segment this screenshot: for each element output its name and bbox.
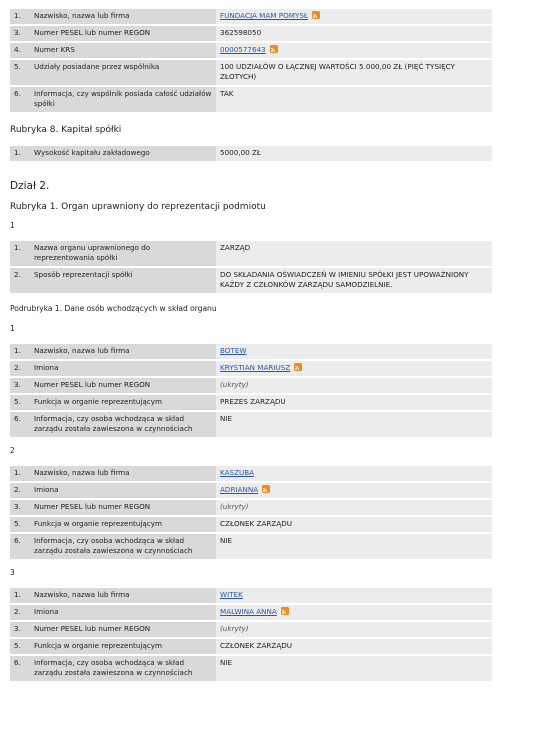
value-link[interactable]: KASZUBA <box>220 468 255 477</box>
rubryka-8-title: Rubryka 8. Kapitał spółki <box>10 125 122 135</box>
organ-table <box>10 239 492 295</box>
table-row <box>10 395 492 410</box>
table-row <box>10 412 492 437</box>
value-link[interactable]: KRYSTIAN MARIUSZ <box>220 363 291 372</box>
person-table <box>10 586 492 683</box>
row-number: 1. <box>10 9 30 24</box>
row-value: DO SKŁADANIA OŚWIADCZEŃ W IMIENIU SPÓŁKI JEST UPOWAŻNIONY KAŻDY Z CZŁONKÓW ZARZĄDU SAMODZIELNIE. <box>220 270 469 289</box>
row-value-cell <box>216 43 492 58</box>
person-table <box>10 342 492 439</box>
rss-icon[interactable] <box>281 607 289 615</box>
row-label: Sposób reprezentacji spółki <box>30 268 216 293</box>
row-number: 1. <box>10 241 30 266</box>
table-row <box>10 43 492 58</box>
row-label: Funkcja w organie reprezentującym <box>30 639 216 654</box>
table-row <box>10 26 492 41</box>
value-link[interactable]: MALWINA ANNA <box>220 607 277 616</box>
row-value-cell <box>216 241 492 266</box>
row-value-cell <box>216 361 492 376</box>
row-label: Informacja, czy osoba wchodząca w skład zarządu została zawieszona w czynnościach <box>30 656 216 681</box>
row-label: Imiona <box>30 605 216 620</box>
table-row <box>10 268 492 293</box>
row-value: NIE <box>220 414 233 423</box>
row-number: 2. <box>10 483 30 498</box>
podrubryka-title: Podrubryka 1. Dane osób wchodzących w skład organu <box>10 304 217 313</box>
row-value: ZARZĄD <box>220 243 251 252</box>
value-link[interactable]: BOTEW <box>220 346 247 355</box>
row-label: Nazwisko, nazwa lub firma <box>30 588 216 603</box>
row-value-cell <box>216 268 492 293</box>
rubryka-1-title: Rubryka 1. Organ uprawniony do reprezentacji podmiotu <box>10 202 266 212</box>
row-number: 1. <box>10 466 30 481</box>
row-number: 3. <box>10 622 30 637</box>
table-row <box>10 378 492 393</box>
row-value: CZŁONEK ZARZĄDU <box>220 519 293 528</box>
value-link[interactable]: FUNDACJA MAM POMYSŁ <box>220 11 308 20</box>
table-row <box>10 656 492 681</box>
row-value-cell <box>216 622 492 637</box>
row-label: Imiona <box>30 361 216 376</box>
row-value: (ukryty) <box>220 380 249 389</box>
row-value-cell <box>216 344 492 359</box>
row-number: 1. <box>10 344 30 359</box>
organ-index: 1 <box>10 221 15 230</box>
rss-icon[interactable] <box>294 363 302 371</box>
row-number: 3. <box>10 500 30 515</box>
table-row <box>10 9 492 24</box>
row-number: 5. <box>10 517 30 532</box>
row-label: Numer PESEL lub numer REGON <box>30 26 216 41</box>
row-value-cell <box>216 412 492 437</box>
table-row <box>10 605 492 620</box>
row-label: Nazwisko, nazwa lub firma <box>30 466 216 481</box>
row-label: Funkcja w organie reprezentującym <box>30 395 216 410</box>
row-label: Informacja, czy wspólnik posiada całość udziałów spółki <box>30 87 216 112</box>
row-value: TAK <box>220 89 234 98</box>
row-value-cell <box>216 588 492 603</box>
row-number: 2. <box>10 361 30 376</box>
rss-icon[interactable] <box>270 45 278 53</box>
rss-icon[interactable] <box>262 485 270 493</box>
row-number: 6. <box>10 656 30 681</box>
row-label: Numer PESEL lub numer REGON <box>30 500 216 515</box>
row-label: Numer PESEL lub numer REGON <box>30 622 216 637</box>
row-label: Udziały posiadane przez wspólnika <box>30 60 216 85</box>
person-table <box>10 464 492 561</box>
row-value: PREZES ZARZĄDU <box>220 397 286 406</box>
row-number: 3. <box>10 378 30 393</box>
row-number: 5. <box>10 639 30 654</box>
row-value: NIE <box>220 658 233 667</box>
value-link[interactable]: ADRIANNA <box>220 485 259 494</box>
document <box>0 7 550 683</box>
table-row <box>10 241 492 266</box>
row-label: Funkcja w organie reprezentującym <box>30 517 216 532</box>
table-row <box>10 146 492 161</box>
row-value-cell <box>216 656 492 681</box>
table-row <box>10 588 492 603</box>
table-row <box>10 500 492 515</box>
person-index: 2 <box>10 446 15 455</box>
row-value-cell <box>216 500 492 515</box>
row-number: 3. <box>10 26 30 41</box>
row-value-cell <box>216 26 492 41</box>
table-row <box>10 639 492 654</box>
person-index: 1 <box>10 324 15 333</box>
row-value: CZŁONEK ZARZĄDU <box>220 641 293 650</box>
row-value-cell <box>216 466 492 481</box>
row-value: NIE <box>220 536 233 545</box>
row-value-cell <box>216 483 492 498</box>
row-value-cell <box>216 87 492 112</box>
row-value-cell <box>216 534 492 559</box>
row-value-cell <box>216 378 492 393</box>
table-row <box>10 534 492 559</box>
rss-icon[interactable] <box>312 11 320 19</box>
row-value-cell <box>216 60 492 85</box>
row-number: 6. <box>10 87 30 112</box>
table-row <box>10 517 492 532</box>
row-label: Imiona <box>30 483 216 498</box>
row-value-cell <box>216 517 492 532</box>
row-value-cell <box>216 605 492 620</box>
row-number: 6. <box>10 412 30 437</box>
row-label: Nazwisko, nazwa lub firma <box>30 9 216 24</box>
row-value: (ukryty) <box>220 624 249 633</box>
row-value: 100 UDZIAŁÓW O ŁĄCZNEJ WARTOŚCI 5.000,00 ZŁ (PIĘĆ TYSIĘCY ZŁOTYCH) <box>220 62 455 81</box>
table-row <box>10 344 492 359</box>
row-number: 2. <box>10 268 30 293</box>
shareholder-table <box>10 7 492 114</box>
row-value-cell <box>216 146 492 161</box>
table-row <box>10 483 492 498</box>
row-label: Numer PESEL lub numer REGON <box>30 378 216 393</box>
row-value-cell <box>216 9 492 24</box>
row-number: 2. <box>10 605 30 620</box>
table-row <box>10 466 492 481</box>
row-value: 362598050 <box>220 28 262 37</box>
dzial-2-title: Dział 2. <box>10 180 50 192</box>
row-value-cell <box>216 395 492 410</box>
person-index: 3 <box>10 568 15 577</box>
row-label: Nazwa organu uprawnionego do reprezentowania spółki <box>30 241 216 266</box>
table-row <box>10 60 492 85</box>
row-number: 5. <box>10 60 30 85</box>
row-value: 5000,00 ZŁ <box>220 148 261 157</box>
capital-table <box>10 144 492 163</box>
row-label: Informacja, czy osoba wchodząca w skład zarządu została zawieszona w czynnościach <box>30 534 216 559</box>
row-number: 6. <box>10 534 30 559</box>
row-label: Wysokość kapitału zakładowego <box>30 146 216 161</box>
value-link[interactable]: 0000577643 <box>220 45 266 54</box>
row-value-cell <box>216 639 492 654</box>
row-label: Nazwisko, nazwa lub firma <box>30 344 216 359</box>
row-number: 4. <box>10 43 30 58</box>
row-number: 5. <box>10 395 30 410</box>
row-label: Numer KRS <box>30 43 216 58</box>
row-number: 1. <box>10 146 30 161</box>
table-row <box>10 622 492 637</box>
table-row <box>10 87 492 112</box>
table-row <box>10 361 492 376</box>
row-number: 1. <box>10 588 30 603</box>
value-link[interactable]: WITEK <box>220 590 243 599</box>
row-value: (ukryty) <box>220 502 249 511</box>
row-label: Informacja, czy osoba wchodząca w skład zarządu została zawieszona w czynnościach <box>30 412 216 437</box>
